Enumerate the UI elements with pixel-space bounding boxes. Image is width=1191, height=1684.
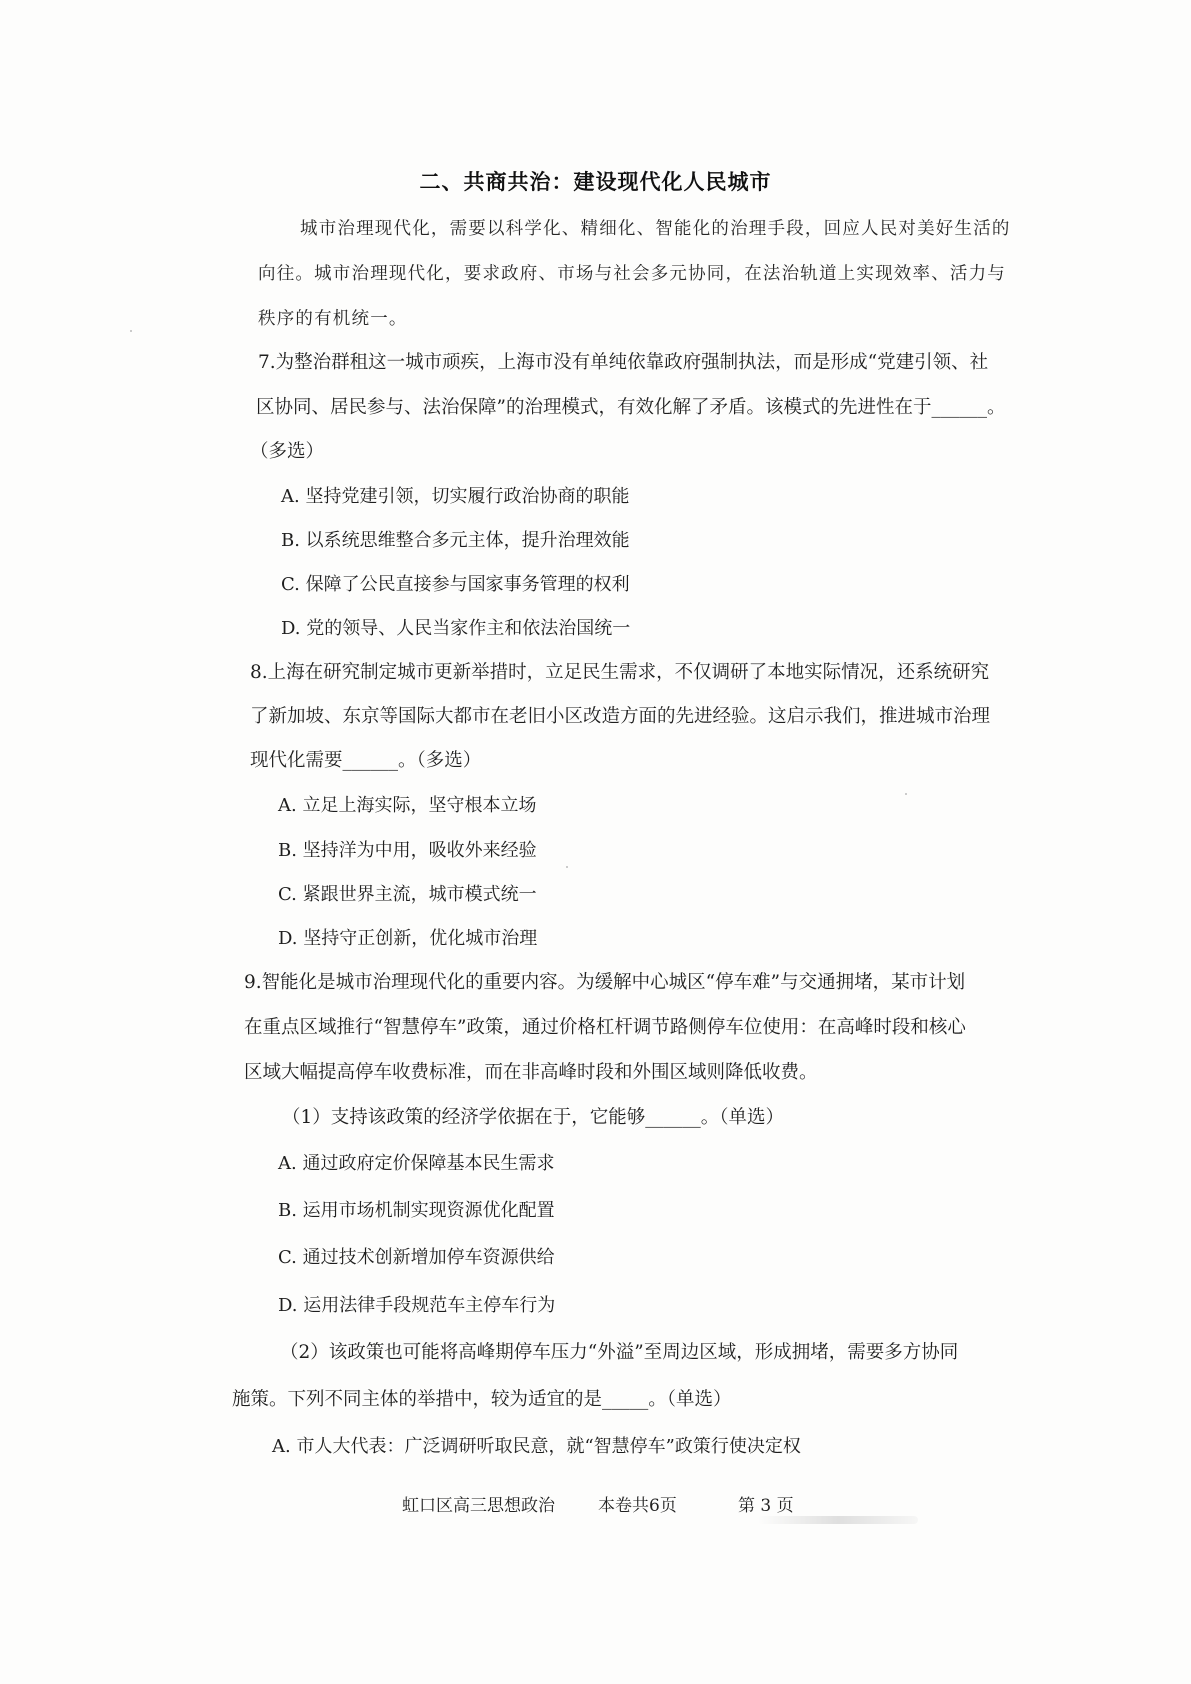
question-9-1-stem: （1）支持该政策的经济学依据在于，它能够______。（单选） [282, 1107, 785, 1128]
question-7-option-d: D. 党的领导、人民当家作主和依法治国统一 [281, 618, 631, 639]
scan-speck [566, 866, 568, 868]
question-9-1-option-c: C. 通过技术创新增加停车资源供给 [278, 1247, 555, 1268]
question-9-1-option-d: D. 运用法律手段规范车主停车行为 [278, 1295, 556, 1316]
question-7-option-c: C. 保障了公民直接参与国家事务管理的权利 [281, 574, 630, 595]
question-9-2-stem: 施策。下列不同主体的举措中，较为适宜的是_____。（单选） [232, 1389, 732, 1410]
scan-speck [905, 793, 907, 795]
scan-smudge [758, 1516, 918, 1524]
question-7-stem: （多选） [250, 441, 325, 462]
footer-page-number: 第 3 页 [738, 1496, 794, 1516]
question-8-option-a: A. 立足上海实际，坚守根本立场 [278, 795, 537, 816]
intro-line: 向往。城市治理现代化，要求政府、市场与社会多元协同，在法治轨道上实现效率、活力与 [258, 264, 1006, 284]
question-9-2-option-a: A. 市人大代表：广泛调研听取民意，就“智慧停车”政策行使决定权 [272, 1436, 801, 1457]
question-8-stem: 了新加坡、东京等国际大都市在老旧小区改造方面的先进经验。这启示我们，推进城市治理 [250, 706, 991, 727]
scan-speck [130, 330, 132, 332]
question-8-stem: 8.上海在研究制定城市更新举措时，立足民生需求，不仅调研了本地实际情况，还系统研究 [250, 662, 990, 683]
section-title: 二、共商共治：建设现代化人民城市 [419, 170, 772, 194]
intro-line: 秩序的有机统一。 [258, 309, 408, 329]
question-8-option-c: C. 紧跟世界主流，城市模式统一 [278, 884, 537, 905]
question-9-stem: 9.智能化是城市治理现代化的重要内容。为缓解中心城区“停车难”与交通拥堵，某市计划 [244, 972, 966, 993]
question-9-1-option-b: B. 运用市场机制实现资源优化配置 [278, 1200, 555, 1221]
question-9-stem: 区域大幅提高停车收费标准，而在非高峰时段和外围区域则降低收费。 [244, 1062, 818, 1083]
question-9-2-stem: （2）该政策也可能将高峰期停车压力“外溢”至周边区域，形成拥堵，需要多方协同 [280, 1342, 959, 1363]
question-7-stem: 7.为整治群租这一城市顽疾，上海市没有单纯依靠政府强制执法，而是形成“党建引领、社 [258, 352, 989, 373]
footer-total-pages: 本卷共6页 [598, 1496, 677, 1516]
footer-exam-name: 虹口区高三思想政治 [402, 1496, 555, 1516]
question-7-stem: 区协同、居民参与、法治保障”的治理模式，有效化解了矛盾。该模式的先进性在于______。 [256, 397, 1006, 418]
question-9-stem: 在重点区域推行“智慧停车”政策，通过价格杠杆调节路侧停车位使用：在高峰时段和核心 [244, 1017, 966, 1038]
question-8-option-d: D. 坚持守正创新，优化城市治理 [278, 928, 538, 949]
question-9-1-option-a: A. 通过政府定价保障基本民生需求 [278, 1153, 555, 1174]
intro-line: 城市治理现代化，需要以科学化、精细化、智能化的治理手段，回应人民对美好生活的 [300, 219, 1011, 239]
question-8-stem: 现代化需要______。（多选） [250, 750, 482, 771]
question-8-option-b: B. 坚持洋为中用，吸收外来经验 [278, 840, 537, 861]
question-7-option-b: B. 以系统思维整合多元主体，提升治理效能 [281, 530, 630, 551]
question-7-option-a: A. 坚持党建引领，切实履行政治协商的职能 [281, 486, 630, 507]
